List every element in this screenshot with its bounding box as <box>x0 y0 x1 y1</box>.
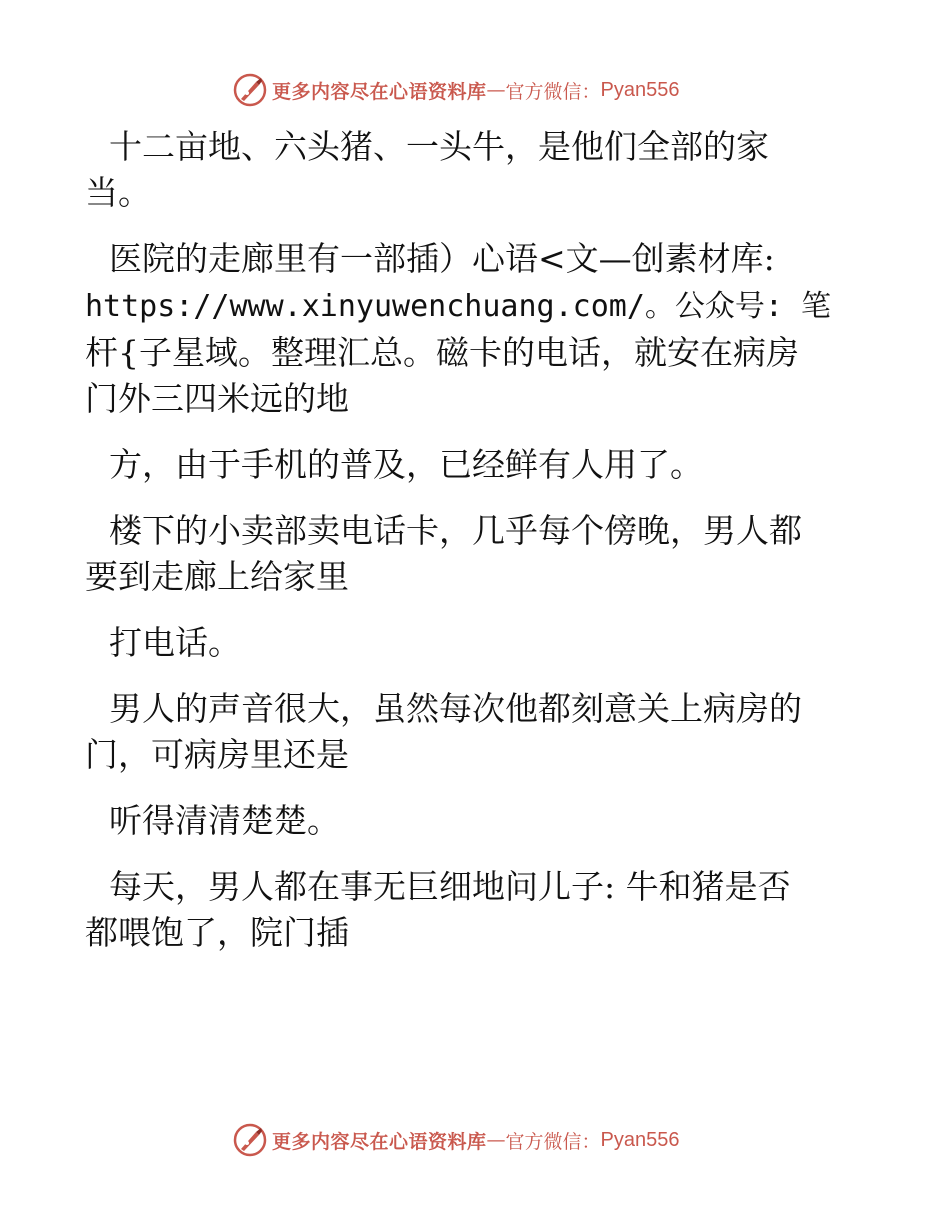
text-line: 都喂饱了，院门插 <box>85 913 349 952</box>
text-line: 方，由于手机的普及，已经鲜有人用了。 <box>109 445 703 484</box>
footer-watermark-banner <box>232 1120 752 1160</box>
banner-wechat-id: Pyan556 <box>600 78 680 101</box>
text-line: 医院的走廊里有一部插）心语<文—创素材库: <box>109 239 775 278</box>
banner-wechat-id: Pyan556 <box>600 1128 680 1151</box>
text-line: 打电话。 <box>109 623 241 662</box>
paragraph-3 <box>97 442 837 488</box>
banner-wechat-label: 官方微信： <box>505 1130 601 1153</box>
text-line: 听得清清楚楚。 <box>109 801 340 840</box>
paragraph-1 <box>85 124 837 216</box>
banner-wechat-label: 官方微信： <box>505 80 601 103</box>
text-line: 每天，男人都在事无巨细地问儿子: 牛和猪是否 <box>109 867 791 906</box>
paragraph-6 <box>85 686 837 778</box>
text-line: 楼下的小卖部卖电话卡，几乎每个傍晚，男人都 <box>109 511 802 550</box>
paragraph-4 <box>85 508 837 600</box>
paragraph-2 <box>85 236 837 422</box>
banner-main-text: 更多内容尽在心语资料库 <box>272 1130 487 1153</box>
text-line-url <box>85 282 837 330</box>
text-line: 当。 <box>85 173 151 212</box>
quill-pen-logo-icon <box>232 72 268 108</box>
text-line: 门，可病房里还是 <box>85 735 349 774</box>
banner-dash: — <box>486 79 506 101</box>
paragraph-7 <box>97 798 837 844</box>
text-line: 杆{子星域。整理汇总。磁卡的电话，就安在病房 <box>85 333 799 372</box>
document-body <box>85 124 837 976</box>
paragraph-5 <box>97 620 837 666</box>
paragraph-8 <box>85 864 837 956</box>
text-line: 要到走廊上给家里 <box>85 557 349 596</box>
text-line: 十二亩地、六头猪、一头牛，是他们全部的家 <box>109 127 769 166</box>
text-line: 门外三四米远的地 <box>85 379 349 418</box>
banner-main-text: 更多内容尽在心语资料库 <box>272 80 487 103</box>
text-line: 男人的声音很大，虽然每次他都刻意关上病房的 <box>109 689 802 728</box>
header-watermark-banner <box>232 70 752 110</box>
quill-pen-logo-icon <box>232 1122 268 1158</box>
banner-dash: — <box>486 1129 506 1151</box>
url-text: https://www.xinyuwenchuang.com/。公众号: 笔 <box>85 289 832 324</box>
